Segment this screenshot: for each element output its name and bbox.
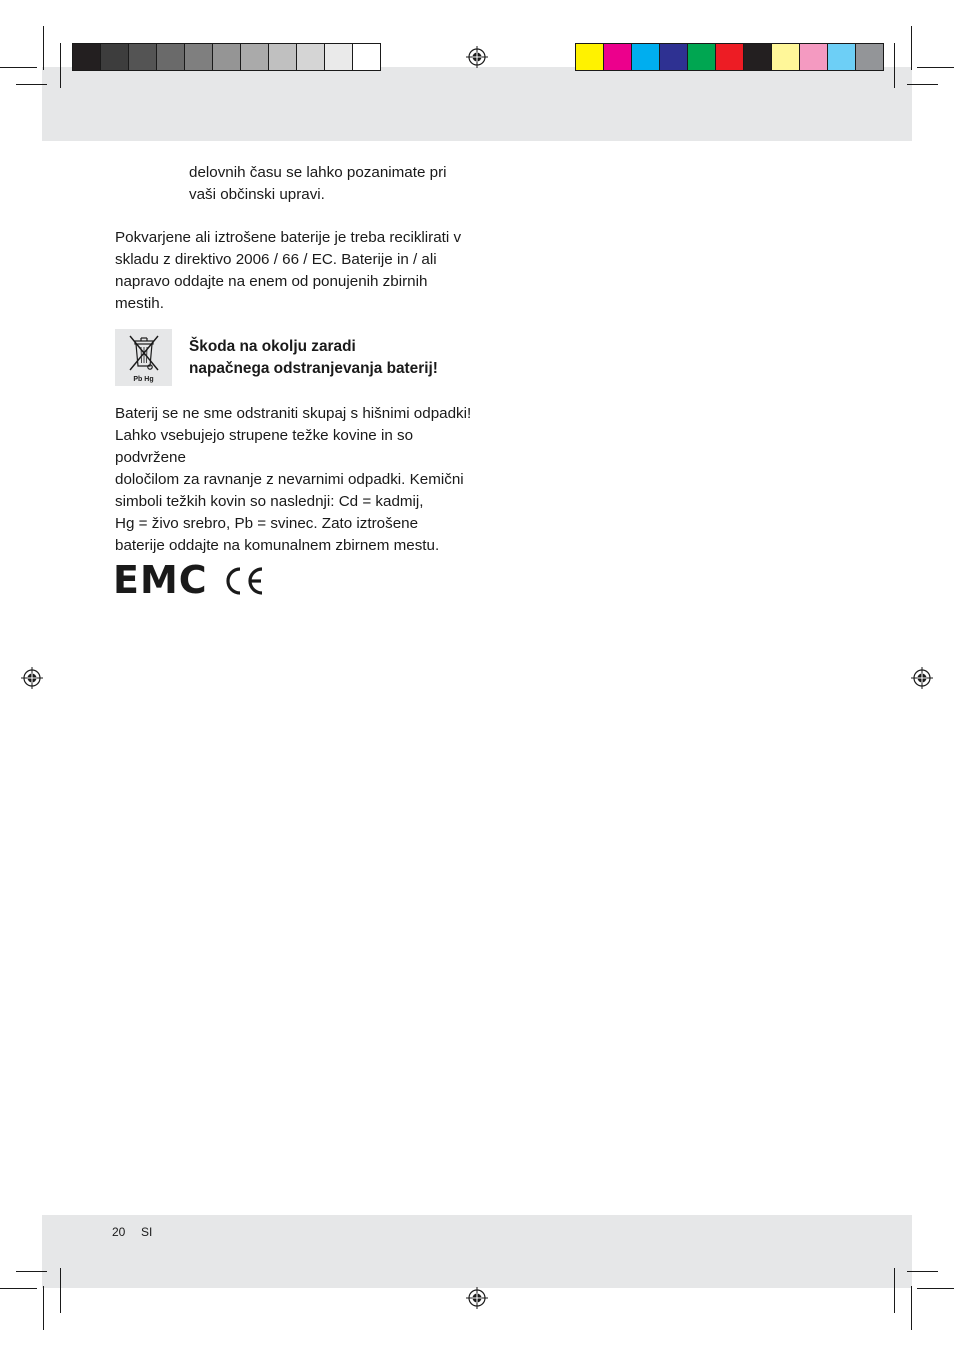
battery-disposal-symbol xyxy=(115,329,172,386)
crossed-out-bin-icon xyxy=(124,333,164,373)
crop-mark xyxy=(917,1288,954,1289)
color-swatch xyxy=(715,43,744,71)
heavy-metal-label: Pb Hg xyxy=(133,376,154,383)
color-swatch xyxy=(72,43,101,71)
disposal-info-paragraph xyxy=(189,162,479,206)
crop-mark xyxy=(0,67,37,68)
text-line: delovnih času se lahko pozanimate pri xyxy=(189,164,447,181)
color-swatch xyxy=(324,43,353,71)
text-line: mestih. xyxy=(115,295,164,312)
crop-mark xyxy=(43,26,44,70)
color-swatch xyxy=(631,43,660,71)
registration-mark-icon xyxy=(466,46,488,68)
warning-heading xyxy=(189,336,489,380)
color-swatch xyxy=(156,43,185,71)
registration-mark-icon xyxy=(21,667,43,689)
crop-mark xyxy=(16,84,47,85)
grayscale-color-bar xyxy=(72,43,380,71)
crop-mark xyxy=(907,84,938,85)
text-line: Škoda na okolju zaradi xyxy=(189,338,356,355)
crop-mark xyxy=(911,1286,912,1330)
page-number: 20 xyxy=(112,1225,126,1239)
color-swatch xyxy=(603,43,632,71)
color-swatch xyxy=(240,43,269,71)
text-line: napačnega odstranjevanja baterij! xyxy=(189,360,438,377)
color-swatch xyxy=(575,43,604,71)
crop-mark xyxy=(894,43,895,88)
text-line: skladu z direktivo 2006 / 66 / EC. Baterije in / ali xyxy=(115,251,437,268)
text-line: baterije oddajte na komunalnem zbirnem mestu. xyxy=(115,537,440,554)
language-code: SI xyxy=(141,1225,153,1239)
crop-mark xyxy=(60,1268,61,1313)
footer-band xyxy=(42,1215,912,1288)
color-swatch xyxy=(296,43,325,71)
color-swatch xyxy=(268,43,297,71)
ce-mark-icon xyxy=(222,566,266,596)
text-line: napravo oddajte na enem od ponujenih zbirnih xyxy=(115,273,428,290)
heavy-metals-paragraph xyxy=(115,403,475,557)
header-band xyxy=(42,67,912,141)
emc-mark: EMC xyxy=(113,558,208,602)
text-line: vaši občinski upravi. xyxy=(189,186,325,203)
color-swatch xyxy=(827,43,856,71)
color-swatch xyxy=(128,43,157,71)
color-swatch xyxy=(687,43,716,71)
color-swatch xyxy=(212,43,241,71)
color-swatch xyxy=(659,43,688,71)
text-line: Lahko vsebujejo strupene težke kovine in so podvržene xyxy=(115,427,414,466)
crop-mark xyxy=(60,43,61,88)
crop-mark xyxy=(911,26,912,70)
color-swatch xyxy=(184,43,213,71)
crop-mark xyxy=(917,67,954,68)
battery-recycling-paragraph xyxy=(115,227,475,315)
crop-mark xyxy=(907,1271,938,1272)
registration-mark-icon xyxy=(911,667,933,689)
crop-mark xyxy=(0,1288,37,1289)
color-swatch xyxy=(100,43,129,71)
text-line: simboli težkih kovin so naslednji: Cd = kadmij, xyxy=(115,493,424,510)
color-swatch xyxy=(855,43,884,71)
registration-mark-icon xyxy=(466,1287,488,1309)
color-swatch xyxy=(771,43,800,71)
color-swatch xyxy=(743,43,772,71)
color-swatch xyxy=(352,43,381,71)
process-color-bar xyxy=(575,43,883,71)
text-line: Pokvarjene ali iztrošene baterije je treba reciklirati v xyxy=(115,229,462,246)
crop-mark xyxy=(16,1271,47,1272)
crop-mark xyxy=(43,1286,44,1330)
crop-mark xyxy=(894,1268,895,1313)
text-line: Baterij se ne sme odstraniti skupaj s hišnimi odpadki! xyxy=(115,405,472,422)
text-line: Hg = živo srebro, Pb = svinec. Zato iztrošene xyxy=(115,515,419,532)
color-swatch xyxy=(799,43,828,71)
text-line: določilom za ravnanje z nevarnimi odpadki. Kemični xyxy=(115,471,464,488)
